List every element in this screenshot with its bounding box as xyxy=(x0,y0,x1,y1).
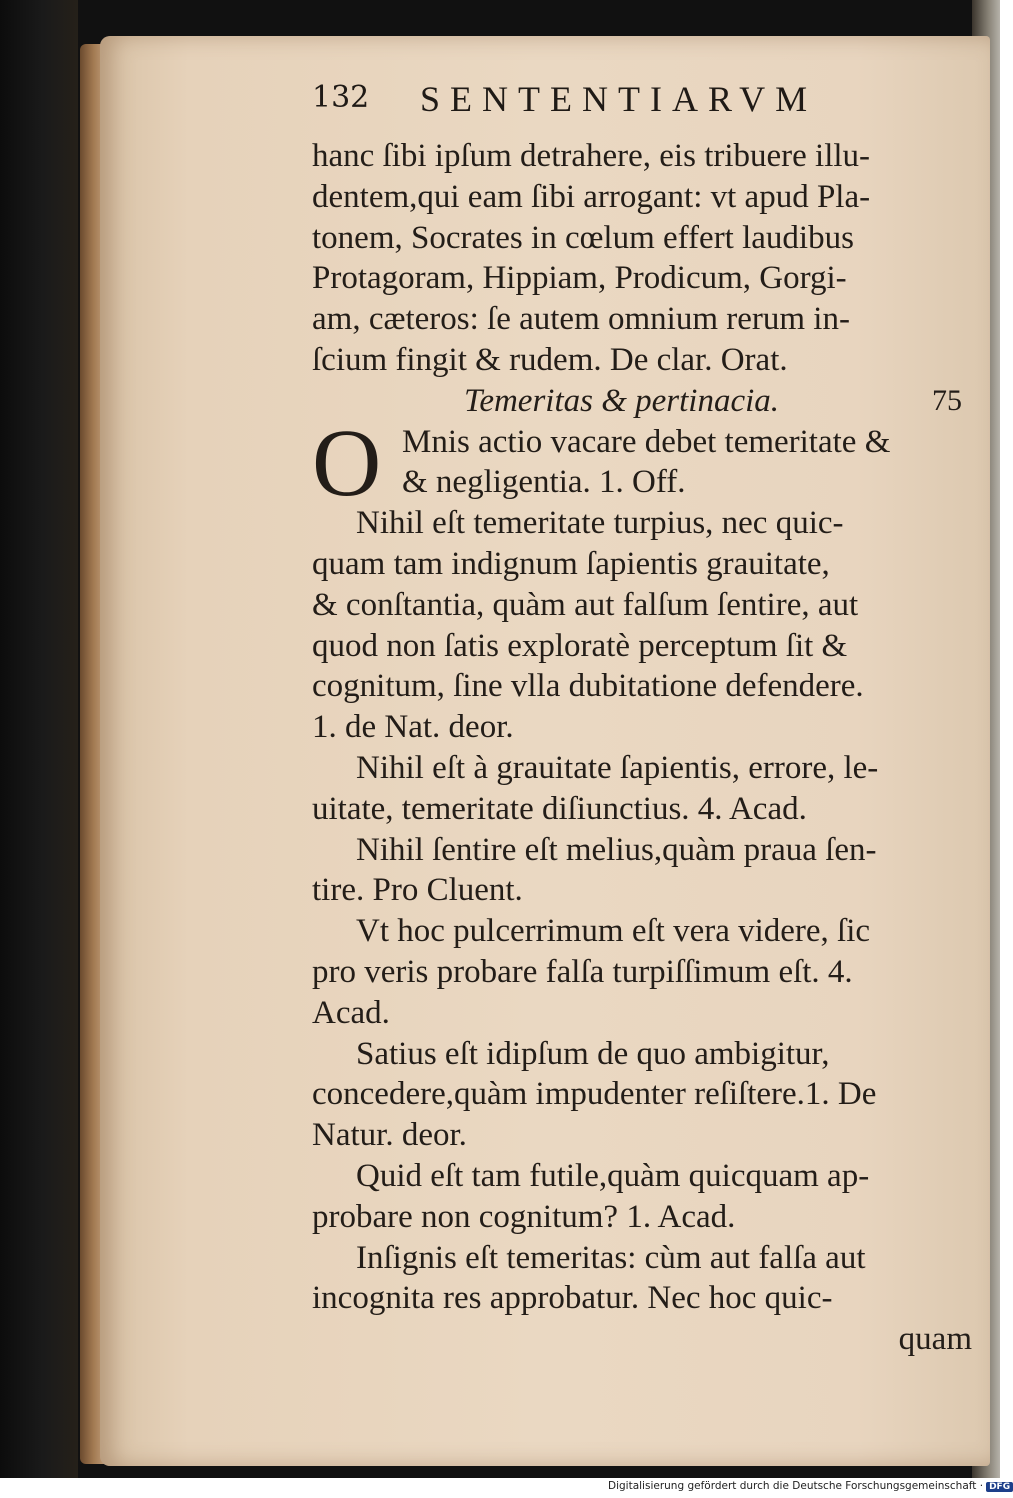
text-line: Inſignis eſt temeritas: cùm aut falſa aut xyxy=(356,1239,866,1276)
text-line: hanc ſibi ipſum detrahere, eis tribuere illu- xyxy=(312,138,871,174)
paragraph xyxy=(312,1034,972,1156)
text-line: tonem, Socrates in cœlum effert laudibus xyxy=(312,219,854,256)
running-title: SENTENTIARVM xyxy=(420,79,818,119)
text-line: 1. de Nat. deor. xyxy=(312,709,514,746)
page-number: 132 xyxy=(312,80,370,115)
section-number: 75 xyxy=(932,383,962,417)
text-line: Protagoram, Hippiam, Prodicum, Gorgi- xyxy=(312,260,847,297)
text-line: tire. Pro Cluent. xyxy=(312,872,523,909)
text-line: & conſtantia, quàm aut falſum ſentire, aut xyxy=(312,586,859,623)
section-title: Temeritas & pertinacia. xyxy=(464,382,780,419)
text-line: & negligentia. 1. Off. xyxy=(402,464,686,501)
paragraph xyxy=(312,911,972,1033)
text-line: Nihil ſentire eſt melius,quàm praua ſen- xyxy=(356,831,877,868)
text-line: ſcium fingit & rudem. De clar. Orat. xyxy=(312,341,788,378)
book-spine-shadow xyxy=(0,0,78,1478)
text-line: Mnis actio vacare debet temeritate & xyxy=(402,423,891,460)
paragraph xyxy=(312,748,972,830)
text-line: Nihil eſt temeritate turpius, nec quic- xyxy=(356,505,844,542)
text-line: concedere,quàm impudenter reſiſtere.1. De xyxy=(312,1076,877,1113)
catchword: quam xyxy=(898,1321,972,1358)
text-line: am, cæteros: ſe autem omnium rerum in- xyxy=(312,301,850,338)
text-line: probare non cognitum? 1. Acad. xyxy=(312,1198,736,1235)
text-line: incognita res approbatur. Nec hoc quic- xyxy=(312,1280,833,1317)
text-line: uitate, temeritate diſiunctius. 4. Acad. xyxy=(312,790,807,827)
text-line: Satius eſt idipſum de quo ambigitur, xyxy=(356,1035,830,1072)
paragraph xyxy=(312,1238,972,1320)
credit-text: Digitalisierung gefördert durch die Deutsche Forschungsgemeinschaft xyxy=(608,1480,977,1492)
text-line: pro veris probare falſa turpiſſimum eſt. 4. xyxy=(312,953,853,990)
text-line: quod non ſatis exploratè perceptum ſit & xyxy=(312,627,848,664)
text-line: Natur. deor. xyxy=(312,1117,467,1154)
dfg-logo: DFG xyxy=(986,1482,1013,1492)
text-line: cognitum, ſine vlla dubitatione defendere. xyxy=(312,668,864,705)
text-line: dentem,qui eam ſibi arrogant: vt apud Pla- xyxy=(312,178,871,215)
text-line: Nihil eſt à grauitate ſapientis, errore, le- xyxy=(356,749,879,786)
text-line: quam tam indignum ſapientis grauitate, xyxy=(312,545,830,582)
text-line: Quid eſt tam futile,quàm quicquam ap- xyxy=(356,1157,870,1194)
digitization-credit: Digitalisierung gefördert durch die Deutsche Forschungsgemeinschaft · DFG xyxy=(608,1480,1013,1492)
running-head xyxy=(312,80,972,124)
text-line: Vt hoc pulcerrimum eſt vera videre, ſic xyxy=(356,913,871,950)
drop-cap-initial: O xyxy=(312,408,382,516)
section-heading xyxy=(312,381,972,422)
text-block xyxy=(312,136,972,1360)
paragraph xyxy=(312,830,972,912)
paragraph xyxy=(312,1156,972,1238)
text-line: Acad. xyxy=(312,994,390,1031)
paragraph xyxy=(312,503,972,748)
initial-paragraph xyxy=(312,408,972,516)
